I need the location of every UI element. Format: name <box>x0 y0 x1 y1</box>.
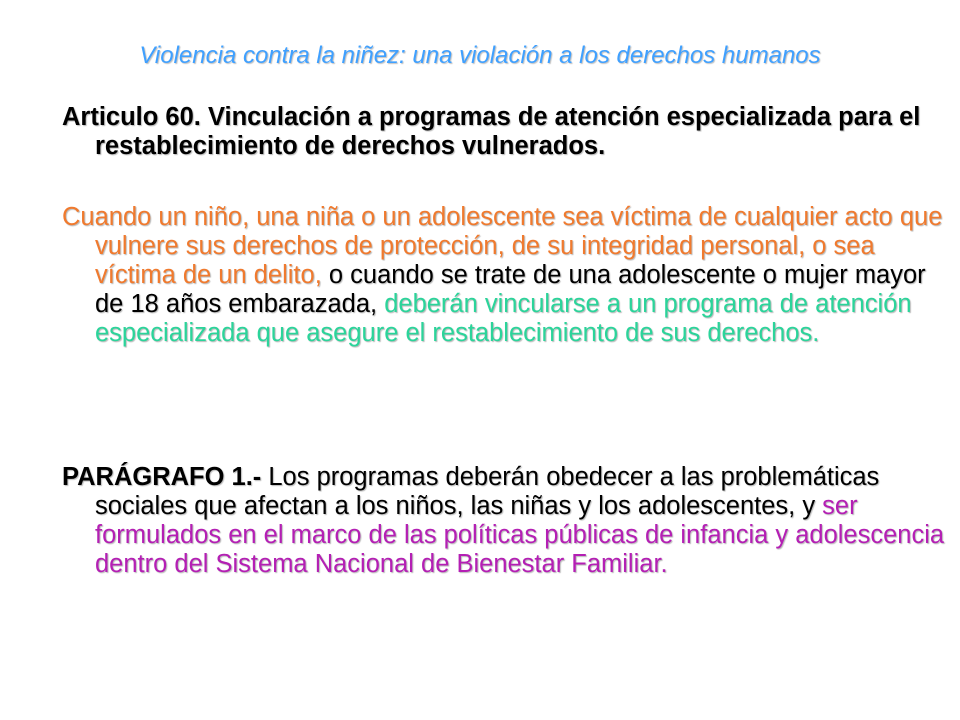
article-heading: Articulo 60. Vinculación a programas de atención especializada para el restablecimiento de derechos vulnerados. <box>62 103 921 160</box>
paragraph-green-text: deberán vincularse a un programa de atención especializada que asegure el restablecimiento de sus derechos. <box>95 290 912 347</box>
paragrafo-block <box>62 463 945 579</box>
paragrafo-purple-text: ser formulados en el marco de las políticas públicas de infancia y adolescencia dentro del Sistema Nacional de Bienestar Familiar. <box>95 492 945 578</box>
slide-title: Violencia contra la niñez: una violación a los derechos humanos <box>139 42 821 69</box>
paragraph-orange-text: Cuando un niño, una niña o un adolescente sea víctima de cualquier acto que vulnere sus derechos de protección, de su integridad personal, o sea víctima de un delito, <box>62 203 943 289</box>
paragrafo-label: PARÁGRAFO 1.- <box>62 463 262 491</box>
paragrafo-black-text: Los programas deberán obedecer a las problemáticas sociales que afectan a los niños, las niñas y los adolescentes, y <box>95 463 880 520</box>
paragraph-black-text: o cuando se trate de una adolescente o mujer mayor de 18 años embarazada, <box>95 261 926 318</box>
article-paragraph <box>62 203 945 348</box>
